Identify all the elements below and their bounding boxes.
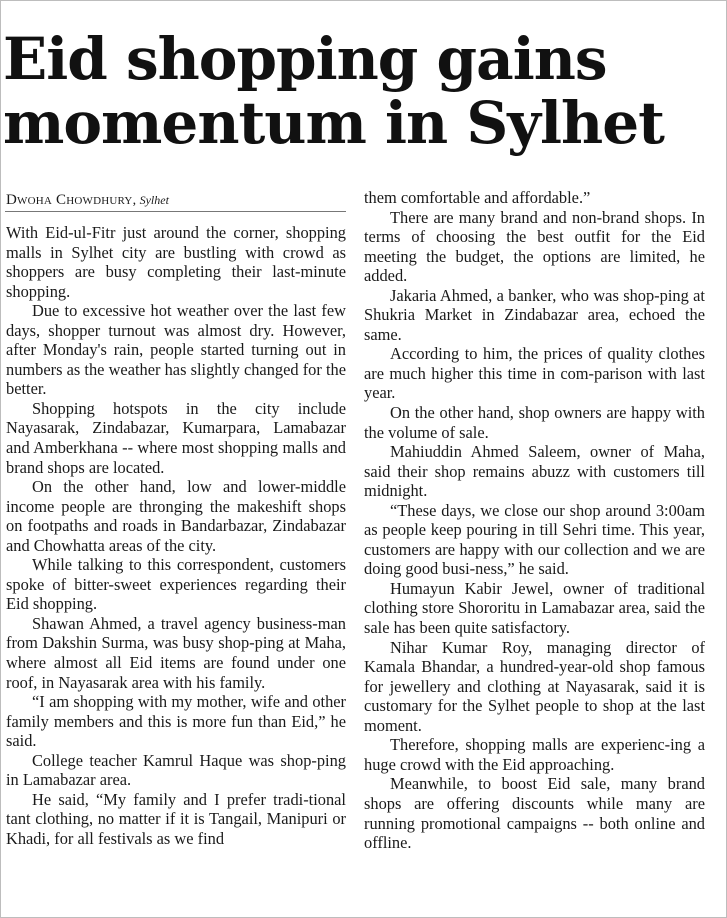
paragraph: On the other hand, shop owners are happy with the volume of sale.	[364, 403, 705, 442]
paragraph: With Eid-ul-Fitr just around the corner, shopping malls in Sylhet city are bustling with crowd as shoppers are busy completing their last-minute shopping.	[6, 223, 346, 301]
paragraph: There are many brand and non-brand shops. In terms of choosing the best outfit for the Eid meeting the budget, the options are limited, he added.	[364, 207, 705, 286]
byline	[6, 191, 346, 210]
paragraph: While talking to this correspondent, customers spoke of bitter-sweet experiences regarding their Eid shopping.	[6, 555, 346, 614]
byline-author: Dwoha Chowdhury	[6, 192, 133, 208]
byline-place: Sylhet	[139, 193, 169, 207]
paragraph: Shopping hotspots in the city include Nayasarak, Zindabazar, Kumarpara, Lamabazar and Amberkhana -- where most shopping malls and brand shops are located.	[6, 398, 346, 477]
article-column-left	[6, 223, 346, 849]
paragraph: On the other hand, low and lower-middle income people are thronging the makeshift shops on footpaths and roads in Bandarbazar, Zindabazar and Chowhatta areas of the city.	[6, 477, 346, 555]
paragraph: “I am shopping with my mother, wife and other family members and this is more fun than Eid,” he said.	[6, 692, 346, 751]
paragraph: Humayun Kabir Jewel, owner of traditional clothing store Shororitu in Lamabazar area, said the sale has been quite satisfactory.	[364, 578, 705, 638]
paragraph: Meanwhile, to boost Eid sale, many brand shops are offering discounts while many are running promotional campaigns -- both online and offline.	[364, 774, 705, 853]
article-column-right	[364, 188, 705, 853]
paragraph: College teacher Kamrul Haque was shop-ping in Lamabazar area.	[6, 750, 346, 790]
paragraph: Mahiuddin Ahmed Saleem, owner of Maha, said their shop remains abuzz with customers till midnight.	[364, 442, 705, 501]
paragraph: Shawan Ahmed, a travel agency business-man from Dakshin Surma, was busy shop-ping at Maha, where almost all Eid items are found under one roof, in Nayasarak area with his family.	[6, 613, 346, 692]
headline-line-1: Eid shopping gains	[3, 25, 607, 93]
paragraph: He said, “My family and I prefer tradi-tional tant clothing, no matter if it is Tangail, Manipuri or Khadi, for all festivals as we find	[6, 789, 346, 848]
paragraph: Jakaria Ahmed, a banker, who was shop-ping at Shukria Market in Zindabazar area, echoed the same.	[364, 285, 705, 344]
byline-divider	[5, 211, 346, 212]
paragraph: Nihar Kumar Roy, managing director of Kamala Bhandar, a hundred-year-old shop famous for jewellery and clothing at Nayasarak, said it is customary for the Sylhet people to shop at the last moment.	[364, 637, 705, 735]
paragraph: According to him, the prices of quality clothes are much higher this time in com-parison with last year.	[364, 344, 705, 403]
headline	[3, 27, 723, 155]
byline-separator: ,	[132, 193, 140, 208]
paragraph: Due to excessive hot weather over the last few days, shopper turnout was almost dry. However, after Monday's rain, people started turning out in numbers as the weather has slightly changed for the better.	[6, 301, 346, 399]
paragraph: Therefore, shopping malls are experienc-ing a huge crowd with the Eid approaching.	[364, 735, 705, 774]
headline-line-2: momentum in Sylhet	[3, 89, 664, 157]
paragraph: “These days, we close our shop around 3:00am as people keep pouring in till Sehri time. This year, customers are happy with our collection and we are doing good busi-ness,” he said.	[364, 500, 705, 579]
paragraph-continuation: them comfortable and affordable.”	[364, 188, 591, 207]
